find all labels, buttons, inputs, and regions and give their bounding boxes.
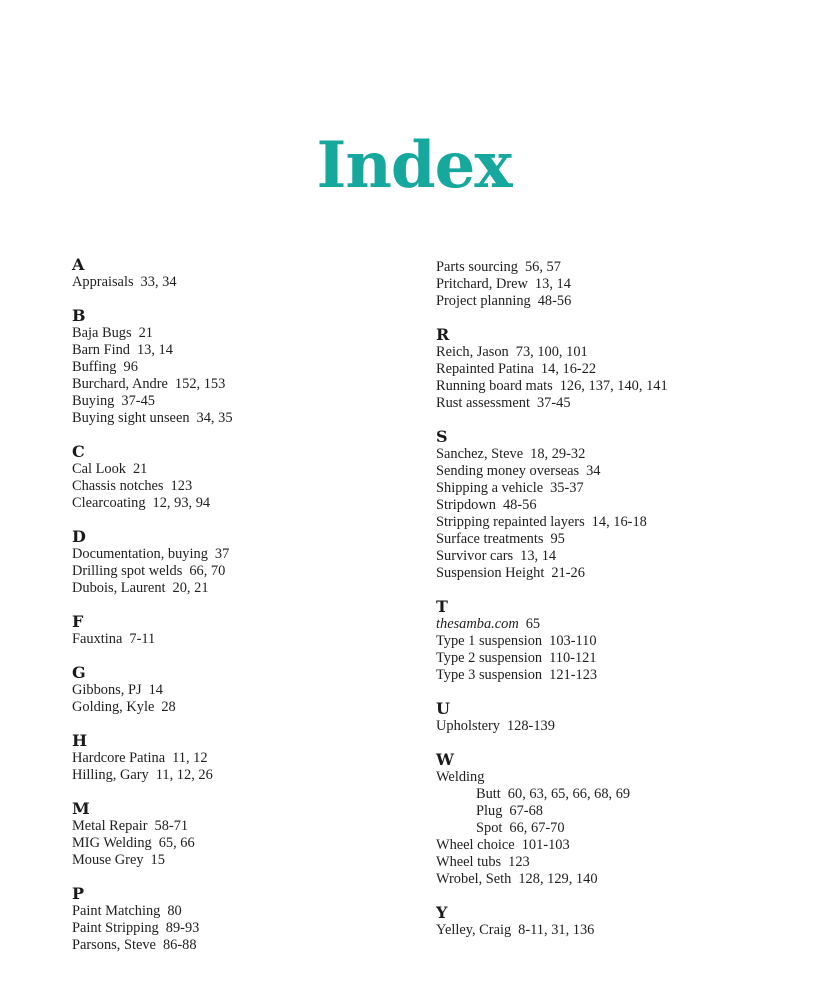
entry-term: Spot — [476, 820, 503, 836]
entry-pages: 56, 57 — [524, 259, 561, 275]
section-letter: W — [436, 750, 454, 769]
entry-pages: 65, 66 — [158, 835, 195, 851]
entry-pages: 21-26 — [551, 565, 585, 581]
index-section — [72, 528, 432, 597]
index-section — [436, 904, 796, 939]
entry-pages: 7-11 — [129, 631, 156, 647]
entry-pages: 128-139 — [506, 718, 555, 734]
entry-pages: 13, 14 — [534, 276, 571, 292]
index-entry — [72, 495, 432, 512]
entry-pages: 121-123 — [549, 667, 598, 683]
index-section — [72, 664, 432, 716]
index-entry — [436, 922, 796, 939]
entry-term: Clearcoating — [72, 495, 146, 511]
entry-pages: 65 — [525, 616, 541, 632]
index-entry — [72, 852, 432, 869]
index-entry — [72, 631, 432, 648]
section-letter: D — [72, 527, 86, 546]
index-entry — [72, 920, 432, 937]
entry-term: Metal Repair — [72, 818, 148, 834]
index-entry — [436, 463, 796, 480]
entry-pages: 60, 63, 65, 66, 68, 69 — [507, 786, 631, 802]
entry-pages: 11, 12 — [172, 750, 208, 766]
index-entry — [72, 410, 432, 427]
entry-term: Hardcore Patina — [72, 750, 166, 766]
entry-term: Barn Find — [72, 342, 130, 358]
entry-term: Yelley, Craig — [436, 922, 512, 938]
entry-pages: 123 — [170, 478, 193, 494]
entry-term: Type 3 suspension — [436, 667, 543, 683]
entry-pages: 8-11, 31, 136 — [518, 922, 595, 938]
index-entry — [72, 682, 432, 699]
index-entry — [72, 580, 432, 597]
entry-term: Rust assessment — [436, 395, 530, 411]
entry-pages: 21 — [132, 461, 148, 477]
entry-term: Shipping a vehicle — [436, 480, 544, 496]
entry-pages: 58-71 — [154, 818, 189, 834]
entry-pages: 20, 21 — [172, 580, 209, 596]
section-letter: G — [72, 663, 86, 682]
entry-pages: 11, 12, 26 — [155, 767, 213, 783]
index-section — [436, 751, 796, 888]
entry-pages: 103-110 — [549, 633, 597, 649]
index-entry — [436, 378, 796, 395]
entry-term: Appraisals — [72, 274, 134, 290]
entry-term: Paint Stripping — [72, 920, 159, 936]
index-section — [72, 800, 432, 869]
entry-term: Project planning — [436, 293, 531, 309]
entry-pages: 13, 14 — [136, 342, 173, 358]
entry-term: Reich, Jason — [436, 344, 509, 360]
index-entry — [72, 903, 432, 920]
section-letter: A — [72, 255, 85, 274]
entry-term: Fauxtina — [72, 631, 123, 647]
index-entry — [72, 937, 432, 954]
index-entry — [436, 650, 796, 667]
section-letter: R — [436, 325, 450, 344]
index-entry — [72, 546, 432, 563]
index-section — [436, 326, 796, 412]
entry-pages: 80 — [167, 903, 182, 919]
entry-pages: 152, 153 — [174, 376, 226, 392]
entry-term: Gibbons, PJ — [72, 682, 142, 698]
index-entry — [436, 871, 796, 888]
index-section — [436, 598, 796, 684]
index-entry — [436, 293, 796, 310]
entry-pages: 95 — [550, 531, 565, 547]
entry-term: Surface treatments — [436, 531, 544, 547]
entry-pages: 18, 29-32 — [530, 446, 586, 462]
entry-pages: 110-121 — [549, 650, 597, 666]
section-letter: C — [72, 442, 85, 461]
entry-pages: 48-56 — [502, 497, 537, 513]
index-entry — [436, 446, 796, 463]
index-section — [72, 885, 432, 954]
entry-pages: 34, 35 — [196, 410, 233, 426]
section-letter: S — [436, 427, 448, 446]
index-entry — [436, 531, 796, 548]
entry-term: Repainted Patina — [436, 361, 534, 377]
entry-term: Mouse Grey — [72, 852, 144, 868]
index-entry — [436, 548, 796, 565]
entry-pages: 86-88 — [162, 937, 197, 953]
index-section — [72, 732, 432, 784]
index-subentry — [436, 820, 796, 837]
entry-term: MIG Welding — [72, 835, 152, 851]
index-entry — [72, 274, 432, 291]
entry-term: Wheel tubs — [436, 854, 502, 870]
entry-term: Parts sourcing — [436, 259, 518, 275]
index-entry — [436, 395, 796, 412]
entry-term: Sanchez, Steve — [436, 446, 524, 462]
entry-term: Dubois, Laurent — [72, 580, 166, 596]
entry-term: Welding — [436, 769, 485, 785]
entry-term: Paint Matching — [72, 903, 161, 919]
index-entry — [436, 667, 796, 684]
index-subentry — [436, 786, 796, 803]
entry-pages: 73, 100, 101 — [515, 344, 588, 360]
index-section — [72, 256, 432, 291]
entry-term: Baja Bugs — [72, 325, 132, 341]
index-subentry — [436, 803, 796, 820]
index-entry — [436, 361, 796, 378]
index-entry — [72, 835, 432, 852]
entry-term: Chassis notches — [72, 478, 164, 494]
index-column-right — [436, 256, 796, 955]
entry-term: Sending money overseas — [436, 463, 580, 479]
index-section — [72, 443, 432, 512]
index-entry — [72, 699, 432, 716]
entry-pages: 48-56 — [537, 293, 572, 309]
entry-pages: 101-103 — [521, 837, 570, 853]
entry-pages: 37-45 — [121, 393, 155, 409]
index-section — [436, 428, 796, 582]
index-entry — [72, 818, 432, 835]
index-entry — [72, 393, 432, 410]
entry-pages: 14, 16-18 — [591, 514, 647, 530]
entry-pages: 34 — [586, 463, 601, 479]
entry-pages: 33, 34 — [140, 274, 177, 290]
entry-pages: 66, 70 — [189, 563, 226, 579]
entry-term: Burchard, Andre — [72, 376, 168, 392]
page-title: Index — [316, 128, 512, 203]
entry-pages: 37-45 — [536, 395, 571, 411]
section-letter: U — [436, 699, 450, 718]
section-letter: H — [72, 731, 88, 750]
entry-pages: 35-37 — [550, 480, 584, 496]
index-entry — [72, 563, 432, 580]
entry-pages: 66, 67-70 — [509, 820, 565, 836]
entry-term: Type 1 suspension — [436, 633, 543, 649]
index-entry — [72, 767, 432, 784]
index-entry — [436, 854, 796, 871]
index-entry — [72, 478, 432, 495]
entry-term: Buffing — [72, 359, 117, 375]
entry-pages: 89-93 — [165, 920, 200, 936]
entry-pages: 14, 16-22 — [540, 361, 597, 377]
entry-term: Pritchard, Drew — [436, 276, 528, 292]
entry-term: Wrobel, Seth — [436, 871, 512, 887]
entry-term: Running board mats — [436, 378, 553, 394]
index-entry — [436, 633, 796, 650]
entry-pages: 12, 93, 94 — [152, 495, 211, 511]
index-entry — [436, 769, 796, 786]
entry-term: Documentation, buying — [72, 546, 208, 562]
index-entry — [72, 359, 432, 376]
entry-pages: 28 — [161, 699, 176, 715]
index-entry — [72, 461, 432, 478]
entry-term: Wheel choice — [436, 837, 515, 853]
index-entry — [436, 259, 796, 276]
index-section — [72, 307, 432, 427]
index-section — [72, 613, 432, 648]
index-entry — [436, 497, 796, 514]
entry-pages: 96 — [123, 359, 138, 375]
section-letter: M — [72, 799, 90, 818]
entry-term: Upholstery — [436, 718, 500, 734]
entry-term: Drilling spot welds — [72, 563, 183, 579]
index-entry — [436, 514, 796, 531]
entry-pages: 14 — [148, 682, 163, 698]
entry-pages: 128, 129, 140 — [518, 871, 598, 887]
index-section — [436, 700, 796, 735]
entry-pages: 123 — [508, 854, 530, 870]
entry-term: Cal Look — [72, 461, 126, 477]
entry-pages: 67-68 — [509, 803, 543, 819]
entry-term: Type 2 suspension — [436, 650, 543, 666]
index-entry — [436, 616, 796, 633]
index-entry — [436, 276, 796, 293]
entry-term: Buying — [72, 393, 115, 409]
entry-pages: 126, 137, 140, 141 — [559, 378, 668, 394]
section-letter: F — [72, 612, 84, 631]
index-entry — [72, 376, 432, 393]
index-entry — [72, 342, 432, 359]
index-entry — [436, 837, 796, 854]
entry-term: Hilling, Gary — [72, 767, 149, 783]
entry-term: thesamba.com — [436, 616, 519, 632]
index-column-left — [72, 256, 432, 970]
section-letter: T — [436, 597, 448, 616]
index-entry — [436, 718, 796, 735]
section-letter: B — [72, 306, 86, 325]
entry-pages: 13, 14 — [520, 548, 557, 564]
entry-term: Parsons, Steve — [72, 937, 156, 953]
entry-pages: 37 — [214, 546, 230, 562]
index-entry — [436, 344, 796, 361]
entry-term: Buying sight unseen — [72, 410, 190, 426]
entry-term: Golding, Kyle — [72, 699, 155, 715]
entry-term: Plug — [476, 803, 503, 819]
entry-term: Survivor cars — [436, 548, 514, 564]
entry-pages: 15 — [150, 852, 165, 868]
section-letter: P — [72, 884, 85, 903]
index-entry — [436, 480, 796, 497]
section-letter: Y — [436, 903, 448, 922]
index-entry — [72, 750, 432, 767]
entry-term: Stripping repainted layers — [436, 514, 585, 530]
index-entry — [72, 325, 432, 342]
entry-pages: 21 — [138, 325, 153, 341]
entry-term: Suspension Height — [436, 565, 545, 581]
entry-term: Stripdown — [436, 497, 496, 513]
entry-term: Butt — [476, 786, 501, 802]
index-section — [436, 259, 796, 310]
index-entry — [436, 565, 796, 582]
